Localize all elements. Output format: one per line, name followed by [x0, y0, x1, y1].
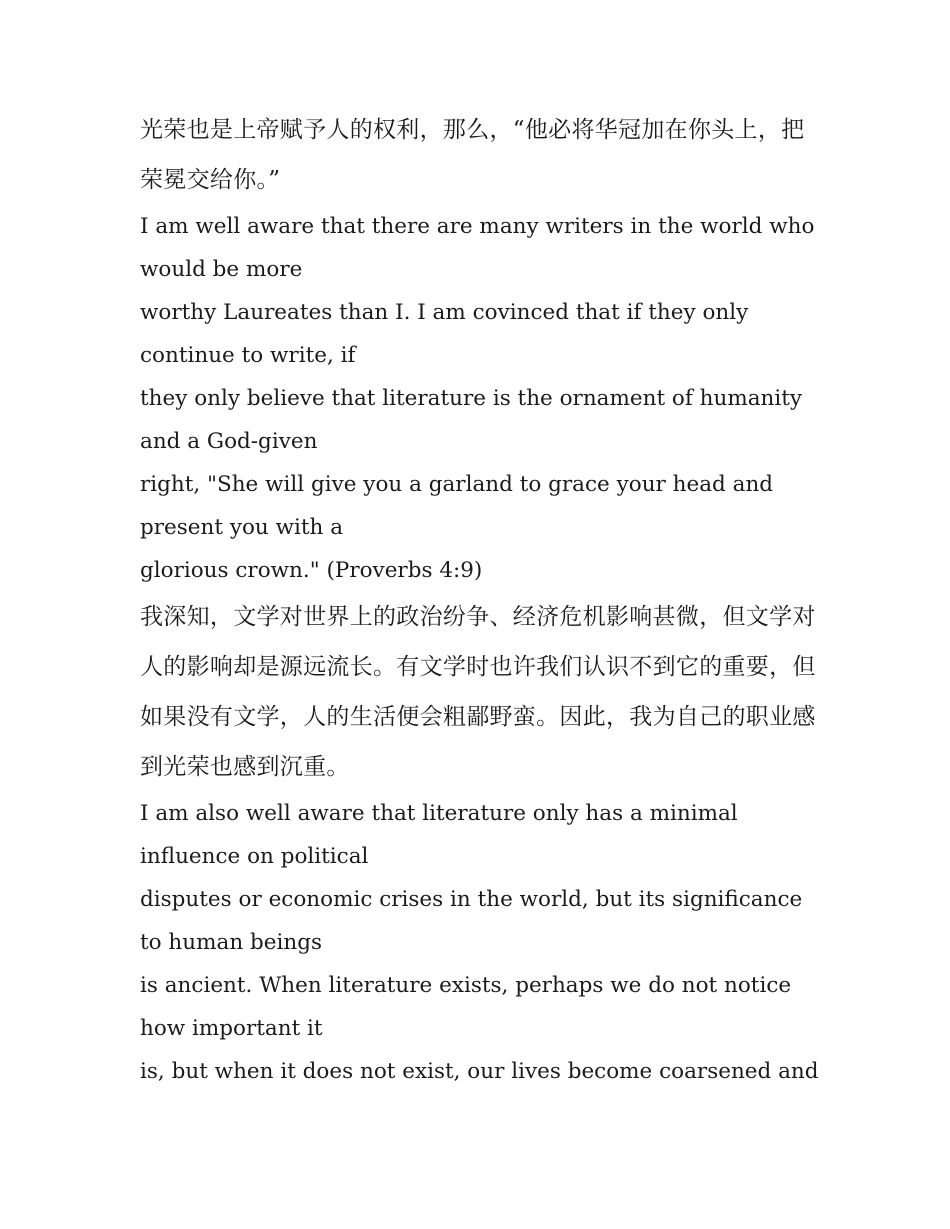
english-line: I am well aware that there are many writers in the world who would be more [140, 214, 815, 282]
english-line: worthy Laureates than I. I am covinced that if they only continue to write, if [140, 300, 749, 368]
english-paragraph-1 [140, 205, 820, 592]
english-line: glorious crown." (Proverbs 4:9) [140, 558, 483, 583]
document-body [140, 105, 820, 1093]
english-line: right, "She will give you a garland to grace your head and present you with a [140, 472, 774, 540]
english-line: is ancient. When literature exists, perhaps we do not notice how important it [140, 973, 792, 1041]
chinese-paragraph-2: 我深知，文学对世界上的政治纷争、经济危机影响甚微，但文学对人的影响却是源远流长。有文学时也许我们认识不到它的重要，但如果没有文学，人的生活便会粗鄙野蛮。因此，我为自己的职业感到光荣也感到沉重。 [140, 604, 816, 780]
english-line: disputes or economic crises in the world, but its significance to human beings [140, 887, 803, 955]
english-line: is, but when it does not exist, our lives become coarsened and [140, 1059, 819, 1084]
chinese-paragraph-1: 光荣也是上帝赋予人的权利，那么，“他必将华冠加在你头上，把荣冕交给你。” [140, 117, 805, 193]
english-line: I am also well aware that literature only has a minimal influence on political [140, 801, 738, 869]
english-paragraph-2 [140, 792, 820, 1093]
english-line: they only believe that literature is the ornament of humanity and a God-given [140, 386, 803, 454]
